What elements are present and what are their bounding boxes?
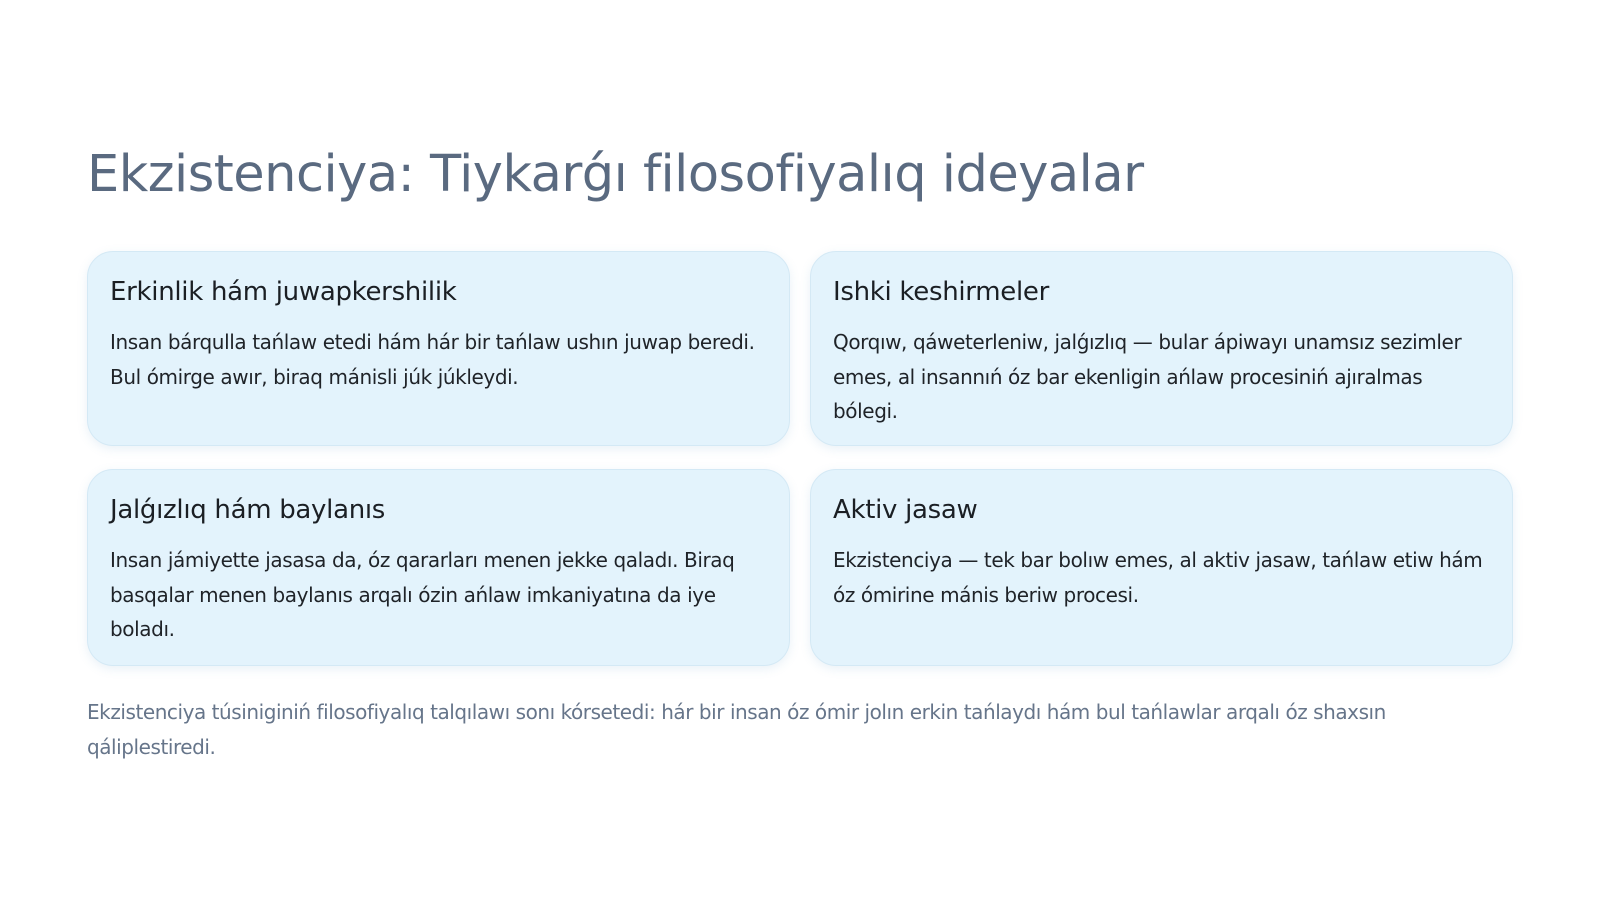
card-title: Jalǵızlıq hám baylanıs bbox=[110, 495, 386, 525]
card-body: Insan jámiyette jasasa da, óz qararları menen jekke qaladı. Biraq basqalar menen baylanıs arqalı ózin ańlaw imkaniyatına da iye boladı. bbox=[110, 548, 735, 641]
card-body: Insan bárqulla tańlaw etedi hám hár bir tańlaw ushın juwap beredi. Bul ómirge awır, biraq mánisli júk júkleydi. bbox=[110, 330, 755, 389]
card-loneliness-connection bbox=[87, 469, 790, 666]
card-title: Aktiv jasaw bbox=[833, 495, 978, 525]
card-body: Qorqıw, qáweterleniw, jalǵızlıq — bular ápiwayı unamsız sezimler emes, al insannıń óz bar ekenligin ańlaw procesiniń ajıralmas bólegi. bbox=[833, 330, 1462, 423]
card-active-living bbox=[810, 469, 1513, 666]
card-freedom-responsibility bbox=[87, 251, 790, 446]
card-title: Erkinlik hám juwapkershilik bbox=[110, 277, 457, 307]
card-body: Ekzistenciya — tek bar bolıw emes, al aktiv jasaw, tańlaw etiw hám óz ómirine mánis beriw procesi. bbox=[833, 548, 1483, 607]
card-title: Ishki keshirmeler bbox=[833, 277, 1049, 307]
page-title: Ekzistenciya: Tiykarǵı filosofiyalıq ideyalar bbox=[87, 145, 1144, 204]
card-grid bbox=[87, 251, 1513, 666]
footer-note: Ekzistenciya túsiniginiń filosofiyalıq talqılawı sonı kórsetedi: hár bir insan óz ómir jolın erkin tańlaydı hám bul tańlawlar arqalı óz shaxsın qáliplestiredi. bbox=[87, 700, 1386, 759]
card-inner-experiences bbox=[810, 251, 1513, 446]
